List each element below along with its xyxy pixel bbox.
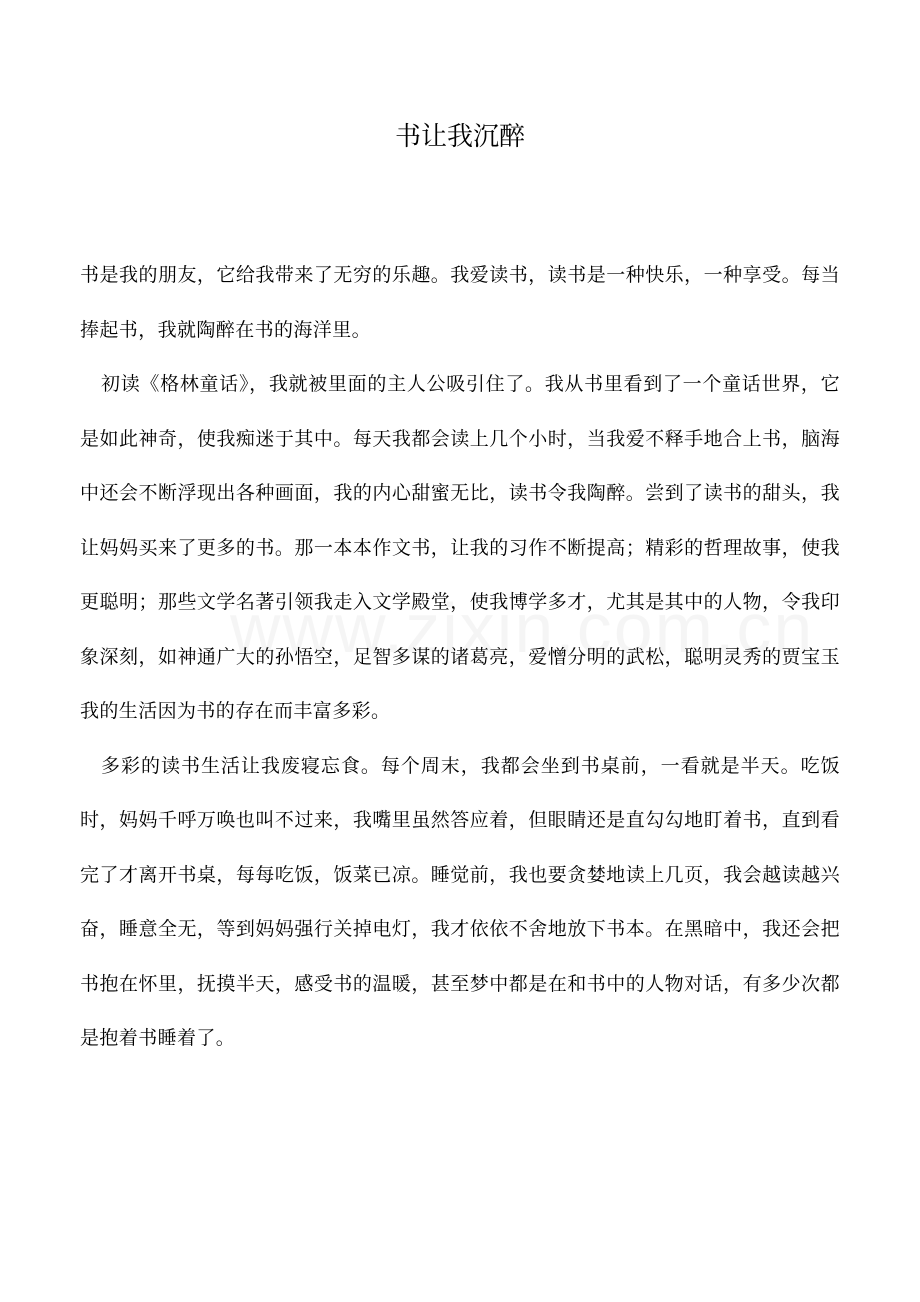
paragraph: 初读《格林童话》，我就被里面的主人公吸引住了。我从书里看到了一个童话世界，它是如此神奇，使我痴迷于其中。每天我都会读上几个小时，当我爱不释手地合上书，脑海中还会不断浮现出各种画面，我的内心甜蜜无比，读书令我陶醉。尝到了读书的甜头，我让妈妈买来了更多的书。那一本本作文书，让我的习作不断提高；精彩的哲理故事，使我更聪明；那些文学名著引领我走入文学殿堂，使我博学多才，尤其是其中的人物，令我印象深刻，如神通广大的孙悟空，足智多谋的诸葛亮，爱憎分明的武松，聪明灵秀的贾宝玉我的生活因为书的存在而丰富多彩。 xyxy=(80,373,840,722)
paragraph: 书是我的朋友，它给我带来了无穷的乐趣。我爱读书，读书是一种快乐，一种享受。每当捧起书，我就陶醉在书的海洋里。 xyxy=(80,264,840,341)
paragraph: 多彩的读书生活让我废寝忘食。每个周末，我都会坐到书桌前，一看就是半天。吃饭时，妈妈千呼万唤也叫不过来，我嘴里虽然答应着，但眼睛还是直勾勾地盯着书，直到看完了才离开书桌，每每吃饭，饭菜已凉。睡觉前，我也要贪婪地读上几页，我会越读越兴奋，睡意全无，等到妈妈强行关掉电灯，我才依依不舍地放下书本。在黑暗中，我还会把书抱在怀里，抚摸半天，感受书的温暖，甚至梦中都是在和书中的人物对话，有多少次都是抱着书睡着了。 xyxy=(80,754,840,1049)
document-body xyxy=(80,248,840,1066)
document-title: 书让我沉醉 xyxy=(394,122,525,152)
